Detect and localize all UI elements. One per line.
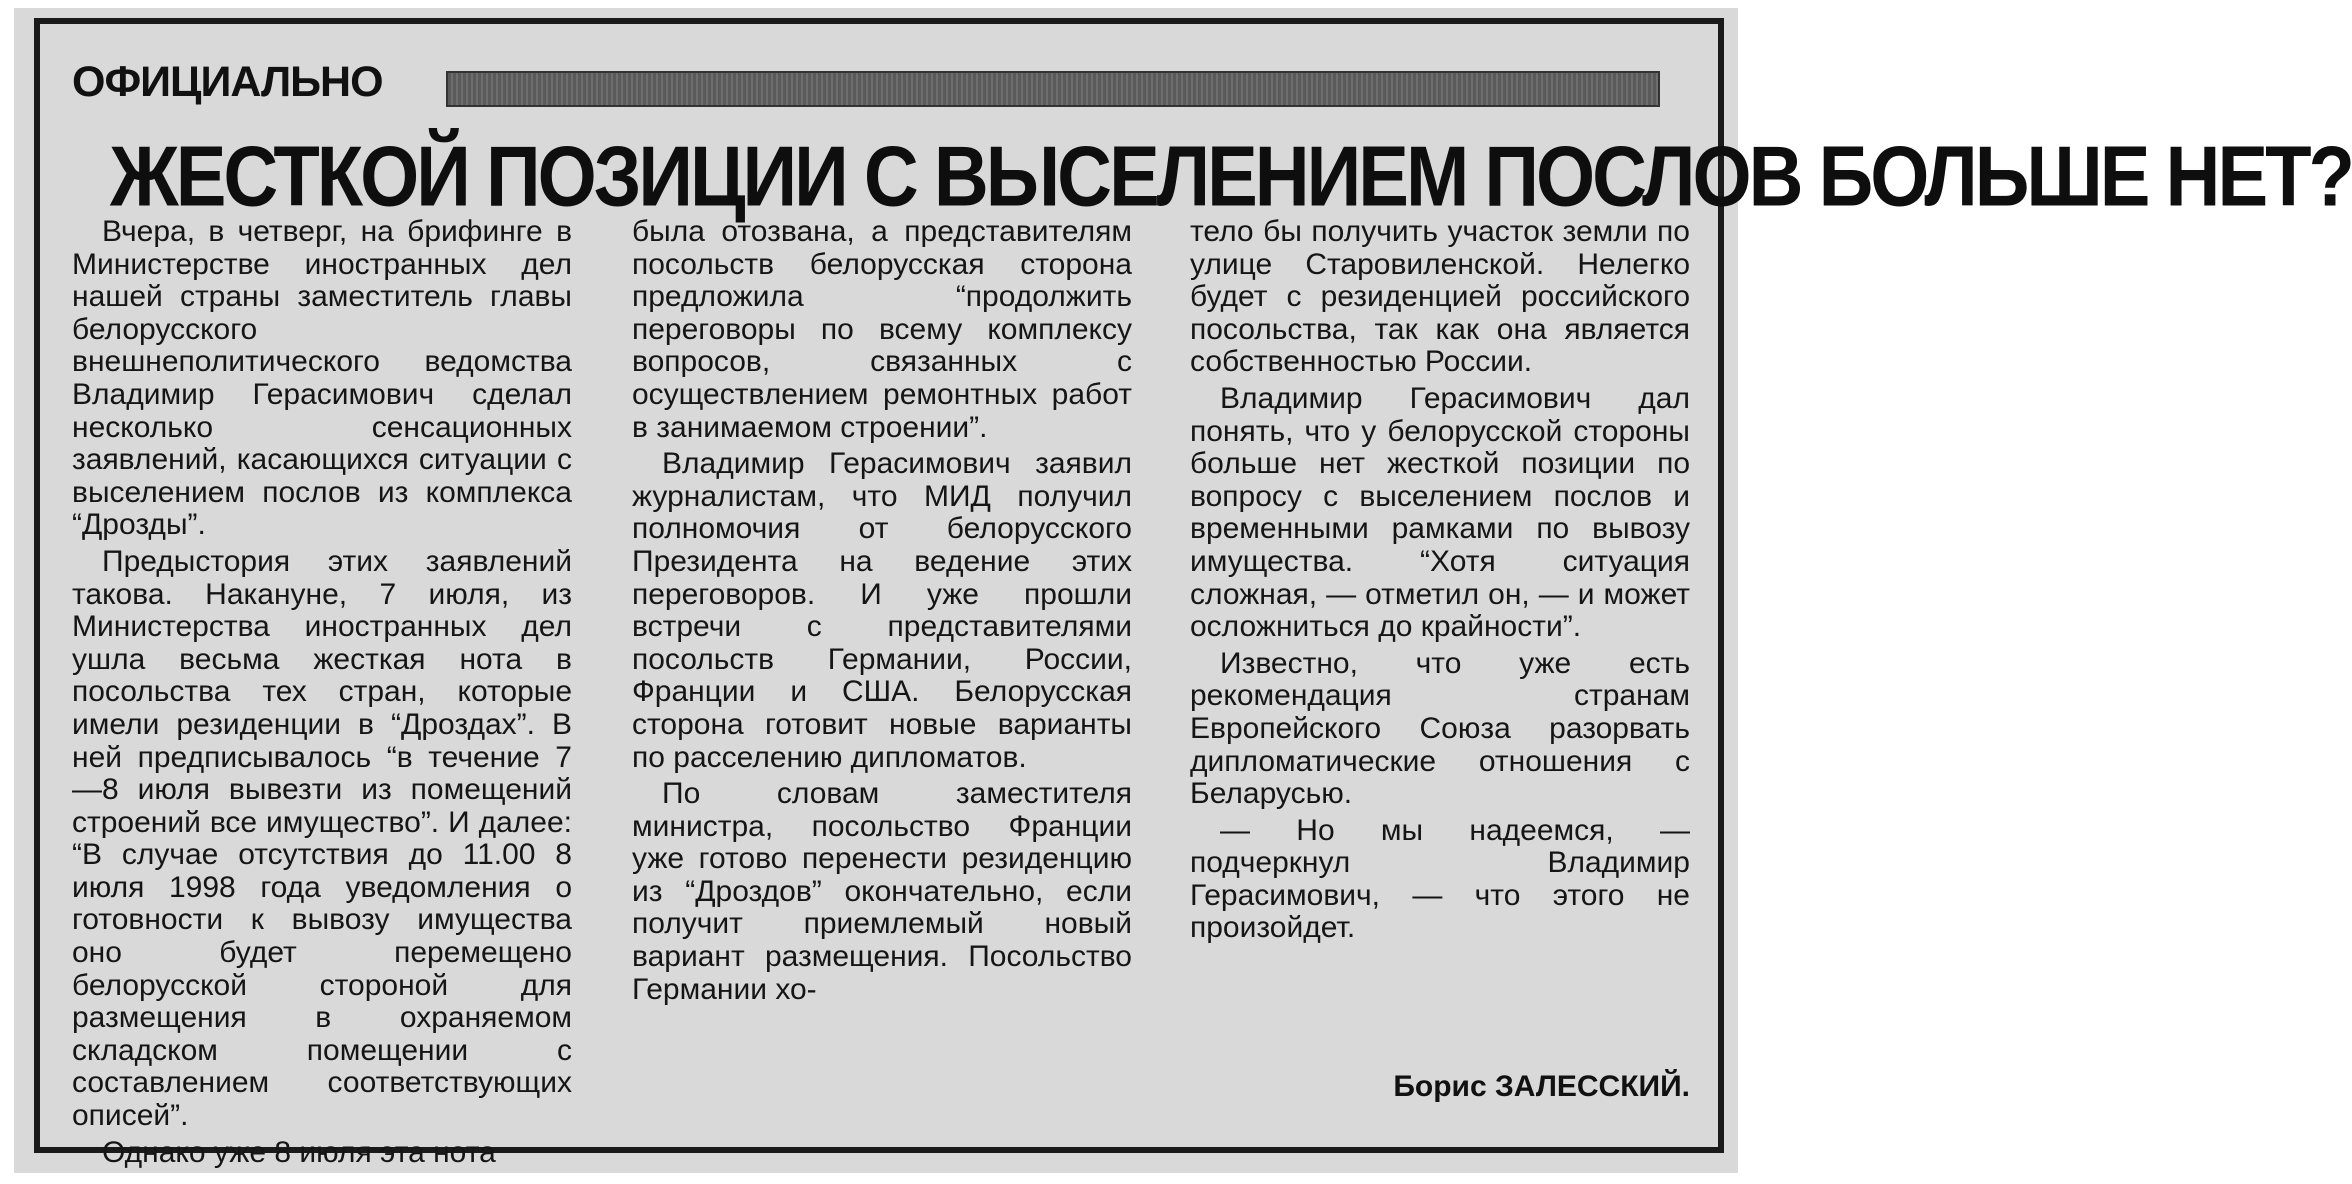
rubric-bar [446, 71, 1660, 107]
paragraph: Известно, что уже есть рекомендация странам Европейского Союза разорвать дипломатические отношения с Беларусью. [1190, 646, 1690, 811]
section-rubric: ОФИЦИАЛЬНО [72, 58, 383, 106]
author-signature: Борис ЗАЛЕССКИЙ. [1393, 1070, 1690, 1103]
paragraph: тело бы получить участок земли по улице Старовиленской. Нелегко будет с резиденцией российского посольства, так как она является собственностью России. [1190, 215, 1690, 379]
paragraph: Однако уже 8 июля эта нота [102, 1135, 496, 1169]
column-2 [632, 216, 1132, 1010]
paragraph: Владимир Герасимович дал понять, что у белорусской стороны больше нет жесткой позиции по вопросу с выселением послов и временными рамками по вывозу имущества. “Хотя ситуация сложная, — отметил он, — и может осложниться до крайности”. [1190, 381, 1690, 644]
column-3 [1190, 216, 1690, 949]
paragraph: По словам заместителя министра, посольство Франции уже готово перенести резиденцию из “Дроздов” окончательно, если получит приемлемый новый вариант размещения. Посольство Германии хо- [632, 777, 1132, 1006]
column-1 [72, 216, 572, 1173]
paragraph: Предыстория этих заявлений такова. Накануне, 7 июля, из Министерства иностранных дел ушла весьма жесткая нота в посольства тех стран, которые имели резиденции в “Дроздах”. В ней предписывалось “в течение 7—8 июля вывезти из помещений строений все имущество”. И далее: “В случае отсутствия до 11.00 8 июля 1998 года уведомления о готовности к вывозу имущества оно будет перемещено белорусской стороной для размещения в охраняемом складском помещении с составлением соответствующих описей”. [72, 544, 572, 1133]
article-headline: ЖЕСТКОЙ ПОЗИЦИИ С ВЫСЕЛЕНИЕМ ПОСЛОВ БОЛЬШЕ НЕТ? [110, 129, 2352, 225]
paragraph: Владимир Герасимович заявил журналистам, что МИД получил полномочия от белорусского Президента на ведение этих переговоров. И уже прошли встречи с представителями посольств Германии, России, Франции и США. Белорусская сторона готовит новые варианты по расселению дипломатов. [632, 447, 1132, 774]
paragraph: Вчера, в четверг, на брифинге в Министерстве иностранных дел нашей страны заместитель главы белорусского внешнеполитического ведомства Владимир Герасимович сделал несколько сенсационных заявлений, касающихся ситуации с выселением послов из комплекса “Дрозды”. [72, 215, 572, 542]
paragraph: была отозвана, а представителям посольств белорусская сторона предложила “продолжить переговоры по всему комплексу вопросов, связанных с осуществлением ремонтных работ в занимаемом строении”. [632, 215, 1132, 444]
paragraph: — Но мы надеемся, — подчеркнул Владимир Герасимович, — что этого не произойдет. [1190, 813, 1690, 945]
